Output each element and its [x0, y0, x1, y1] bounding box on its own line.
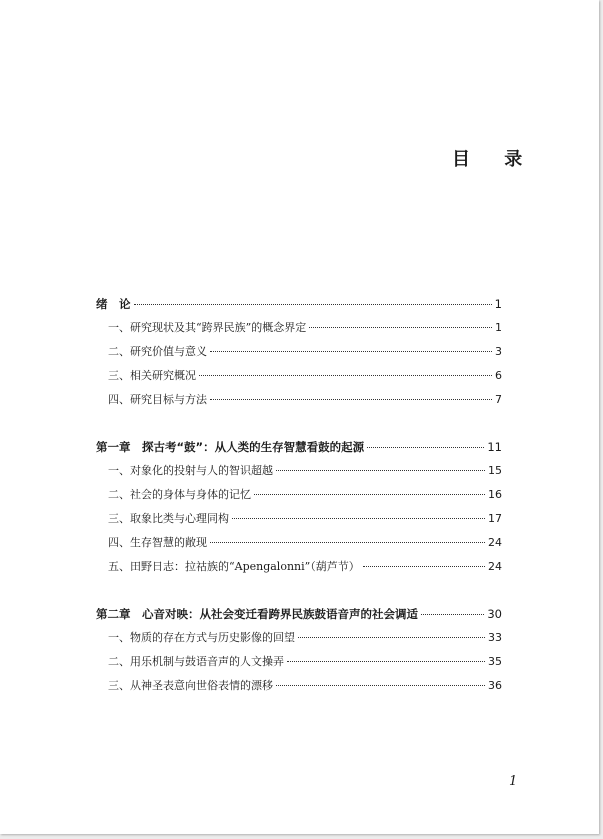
toc-entry[interactable] — [108, 463, 502, 479]
toc-entry[interactable] — [108, 654, 502, 670]
toc-entry-label: 一、对象化的投射与人的智识超越 — [108, 464, 273, 477]
toc-page-number: 16 — [488, 488, 502, 501]
toc-entry[interactable] — [108, 320, 502, 336]
toc-entry-label: 绪 论 — [96, 297, 131, 311]
toc-entry-label: 五、田野日志：拉祜族的“Apengalonni”（葫芦节） — [108, 560, 360, 573]
toc-entry-label: 四、生存智慧的敞现 — [108, 536, 207, 549]
toc-entry[interactable] — [108, 630, 502, 646]
toc-entry[interactable] — [108, 368, 502, 384]
toc-entry-label: 第一章 探古考“鼓”：从人类的生存智慧看鼓的起源 — [96, 440, 365, 454]
dot-leader — [232, 517, 485, 519]
toc-entry[interactable] — [108, 344, 502, 360]
toc-entry[interactable] — [108, 511, 502, 527]
toc-title: 目 录 — [452, 149, 537, 170]
dot-leader — [309, 326, 492, 328]
toc-entry[interactable] — [108, 559, 502, 575]
toc-entry[interactable] — [108, 487, 502, 503]
toc-entry-label: 一、研究现状及其“跨界民族”的概念界定 — [108, 321, 307, 334]
dot-leader — [363, 565, 485, 567]
dot-leader — [210, 541, 485, 543]
toc-page-number: 15 — [488, 464, 502, 477]
dot-leader — [367, 446, 484, 448]
toc-entry-label: 二、用乐机制与鼓语音声的人文操弄 — [108, 655, 284, 668]
toc-entry-label: 三、相关研究概况 — [108, 369, 196, 382]
dot-leader — [276, 684, 485, 686]
toc-entry-label: 三、取象比类与心理同构 — [108, 512, 229, 525]
toc-entry-label: 一、物质的存在方式与历史影像的回望 — [108, 631, 295, 644]
toc-page-number: 11 — [487, 440, 502, 454]
toc-page-number: 3 — [495, 345, 502, 358]
dot-leader — [421, 613, 484, 615]
toc-page-number: 30 — [487, 607, 502, 621]
dot-leader — [199, 374, 492, 376]
toc-page-number: 1 — [495, 321, 502, 334]
toc-page-number: 24 — [488, 536, 502, 549]
dot-leader — [210, 350, 492, 352]
page-folio: 1 — [509, 774, 518, 789]
toc-entry-label: 三、从神圣表意向世俗表情的漂移 — [108, 679, 273, 692]
toc-entry-label: 二、社会的身体与身体的记忆 — [108, 488, 251, 501]
toc-page-number: 7 — [495, 393, 502, 406]
toc-entry[interactable] — [108, 678, 502, 694]
dot-leader — [210, 398, 492, 400]
toc-entry-chapter-1[interactable] — [96, 439, 502, 455]
toc-entry-label: 二、研究价值与意义 — [108, 345, 207, 358]
toc-entry-introduction[interactable] — [96, 296, 502, 312]
toc-page-number: 1 — [494, 297, 502, 311]
toc-entry-chapter-2[interactable] — [96, 606, 502, 622]
dot-leader — [287, 660, 485, 662]
toc-page-number: 35 — [488, 655, 502, 668]
toc-page-number: 36 — [488, 679, 502, 692]
dot-leader — [298, 636, 485, 638]
toc-page-number: 6 — [495, 369, 502, 382]
dot-leader — [276, 469, 485, 471]
dot-leader — [134, 303, 492, 305]
toc-page-number: 24 — [488, 560, 502, 573]
toc-page-number: 17 — [488, 512, 502, 525]
dot-leader — [254, 493, 485, 495]
toc-entry[interactable] — [108, 392, 502, 408]
toc-page-number: 33 — [488, 631, 502, 644]
toc-entry-label: 四、研究目标与方法 — [108, 393, 207, 406]
toc-entry-label: 第二章 心音对映：从社会变迁看跨界民族鼓语音声的社会调适 — [96, 607, 418, 621]
toc-entry[interactable] — [108, 535, 502, 551]
